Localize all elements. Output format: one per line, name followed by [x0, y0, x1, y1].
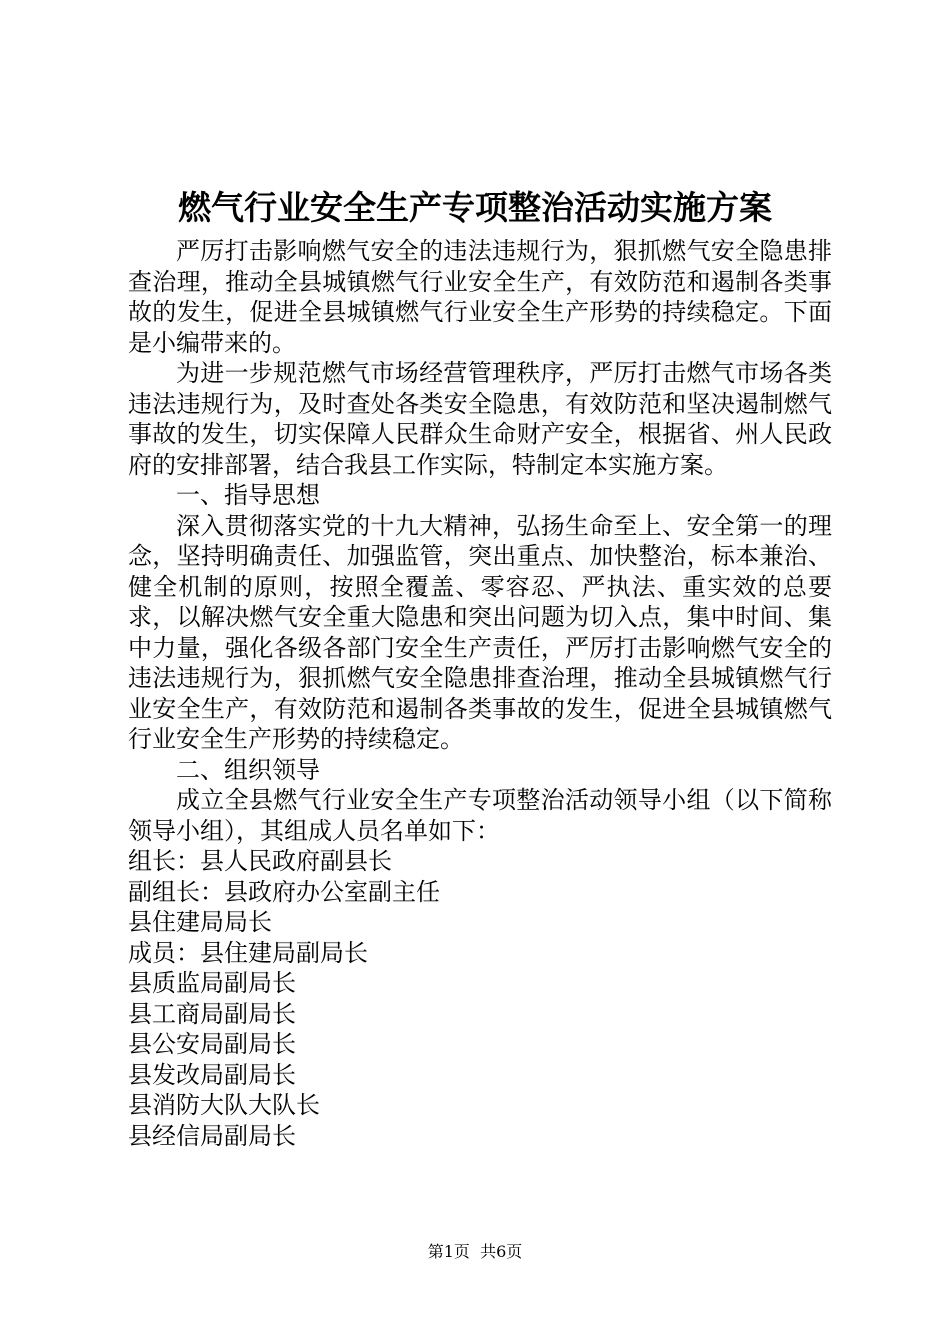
page-number-footer: 第1页 共6页 — [427, 1242, 523, 1261]
member-line: 成员：县住建局副局长 — [128, 938, 368, 967]
document-body — [128, 236, 832, 1151]
member-line: 县消防大队大队长 — [128, 1091, 320, 1119]
member-line: 县质监局副局长 — [128, 969, 296, 997]
purpose-paragraph: 为进一步规范燃气市场经营管理秩序，严厉打击燃气市场各类违法违规行为，及时查处各类安全隐患，有效防范和坚决遏制燃气事故的发生，切实保障人民群众生命财产安全，根据省、州人民政府的安排部署，结合我县工作实际，特制定本实施方案。 — [128, 359, 832, 479]
member-line: 副组长：县政府办公室副主任 — [128, 877, 440, 906]
member-line: 县住建局局长 — [128, 908, 272, 936]
section-heading-organization: 二、组织领导 — [176, 755, 320, 784]
member-line: 县经信局副局长 — [128, 1121, 296, 1150]
section-heading-guiding-thought: 一、指导思想 — [176, 481, 320, 509]
document-title: 燃气行业安全生产专项整治活动实施方案 — [178, 188, 772, 227]
guiding-thought-paragraph: 深入贯彻落实党的十九大精神，弘扬生命至上、安全第一的理念，坚持明确责任、加强监管，突出重点、加快整治，标本兼治、健全机制的原则，按照全覆盖、零容忍、严执法、重实效的总要求，以解决燃气安全重大隐患和突出问题为切入点，集中时间、集中力量，强化各级各部门安全生产责任，严厉打击影响燃气安全的违法违规行为，狠抓燃气安全隐患排查治理，推动全县城镇燃气行业安全生产，有效防范和遏制各类事故的发生，促进全县城镇燃气行业安全生产形势的持续稳定。 — [128, 511, 832, 753]
member-line: 组长：县人民政府副县长 — [128, 847, 392, 875]
member-line: 县发改局副局长 — [128, 1060, 296, 1089]
intro-paragraph: 严厉打击影响燃气安全的违法违规行为，狠抓燃气安全隐患排查治理，推动全县城镇燃气行业安全生产，有效防范和遏制各类事故的发生，促进全县城镇燃气行业安全生产形势的持续稳定。下面是小编带来的。 — [128, 237, 832, 357]
member-line: 县工商局副局长 — [128, 999, 296, 1028]
organization-paragraph: 成立全县燃气行业安全生产专项整治活动领导小组（以下简称领导小组），其组成人员名单如下： — [128, 786, 832, 845]
member-line: 县公安局副局长 — [128, 1030, 296, 1058]
